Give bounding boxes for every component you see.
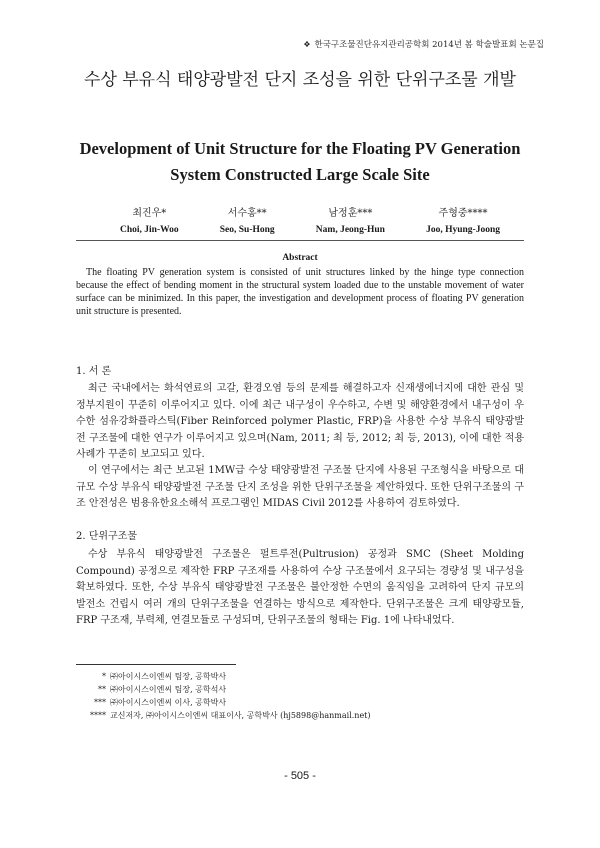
- running-header: [303, 38, 544, 50]
- author-name-kr: 주형중****: [438, 208, 488, 219]
- footnote: [76, 683, 524, 696]
- author-name-en: Choi, Jin-Woo: [120, 225, 179, 235]
- diamond-bullet-icon: ❖: [303, 39, 311, 49]
- footnote-mark: **: [98, 685, 106, 694]
- author-3: [316, 204, 385, 235]
- footnote: [76, 709, 524, 722]
- abstract-body: The floating PV generation system is consisted of unit structures linked by the hinge type connection because the effect of bending moment in the structural system loaded due to the unstable movement of water surface can be minimized. In this paper, the investigation and development process of floating PV generation unit structure is presented.: [76, 267, 524, 317]
- author-name-kr: 최진우*: [132, 208, 167, 219]
- footnote: [76, 696, 524, 709]
- footnote-mark: ***: [94, 698, 106, 707]
- korean-title: 수상 부유식 태양광발전 단지 조성을 위한 단위구조물 개발: [84, 70, 516, 90]
- author-1: [120, 204, 179, 235]
- section-1-paragraph-1: 최근 국내에서는 화석연료의 고갈, 환경오염 등의 문제를 해결하고자 신재생에너지에 대한 관심 및 정부지원이 꾸준히 이루어지고 있다. 이에 최근 내구성이 우수하고, 수변 및 해양환경에서 내구성이 우수한 섬유강화플라스틱(Fiber Reinforced polymer Plastic, FRP)을 사용한 수상 부유식 태양광발전 구조물에 대한 연구가 이루어지고 있으며(Nam, 2011; 최 등, 2012; 최 등, 2013), 이에 대한 적용사례가 꾸준히 보고되고 있다.: [76, 383, 524, 460]
- header-text: 한국구조물진단유지관리공학회 2014년 봄 학술발표회 논문집: [314, 40, 544, 50]
- footnotes: [76, 670, 524, 722]
- author-list: [120, 204, 500, 235]
- footnote-text: 교신저자, ㈜아이시스이엔씨 대표이사, 공학박사 (hj5898@hanmail.net): [110, 711, 371, 720]
- abstract-heading: Abstract: [282, 253, 318, 263]
- english-title: Development of Unit Structure for the Floating PV Generation System Constructed Large Scale Site: [79, 139, 521, 184]
- section-2-title: 2. 단위구조물: [76, 531, 138, 542]
- title-divider: [76, 240, 524, 241]
- author-name-en: Nam, Jeong-Hun: [315, 225, 385, 235]
- author-2: [220, 204, 275, 235]
- footnote: [76, 670, 524, 683]
- section-1-title: 1. 서 론: [76, 366, 112, 377]
- footnote-mark: ****: [90, 711, 106, 720]
- author-name-kr: 서수홍**: [227, 208, 267, 219]
- footnote-text: ㈜아이시스이엔씨 팀장, 공학석사: [110, 685, 227, 694]
- page-number: - 505 -: [284, 770, 316, 782]
- author-name-kr: 남정훈***: [328, 208, 373, 219]
- section-1-paragraph-2: 이 연구에서는 최근 보고된 1MW급 수상 태양광발전 구조물 단지에 사용된 구조형식을 바탕으로 대규모 수상 부유식 태양광발전 구조물 단지 조성을 위한 단위구조물을 제안하였다. 또한 단위구조물의 구조 안전성은 범용유한요소해석 프로그램인 MIDAS Civil 2012를 사용하여 검토하였다.: [76, 465, 524, 509]
- section-2-paragraph-1: 수상 부유식 태양광발전 구조물은 펄트루전(Pultrusion) 공정과 SMC (Sheet Molding Compound) 공정으로 제작한 FRP 구조재를 사용하여 수상 구조물에서 요구되는 경량성 및 내구성을 확보하였다. 또한, 수상 부유식 태양광발전 구조물은 불안정한 수면의 움직임을 고려하여 단지 규모의 발전소 건립시 여러 개의 단위구조물을 연결하는 방식으로 제작한다. 단위구조물은 크게 태양광모듈, FRP 구조재, 부력체, 연결모듈로 구성되며, 단위구조물의 형태는 Fig. 1에 나타내었다.: [76, 549, 524, 626]
- footnote-text: ㈜아이시스이엔씨 팀장, 공학박사: [110, 672, 227, 681]
- footnote-divider: [76, 664, 236, 665]
- footnote-text: ㈜아이시스이엔씨 이사, 공학박사: [110, 698, 227, 707]
- author-name-en: Joo, Hyung-Joong: [426, 225, 500, 235]
- footnote-mark: *: [102, 672, 106, 681]
- author-name-en: Seo, Su-Hong: [219, 225, 275, 235]
- author-4: [426, 204, 500, 235]
